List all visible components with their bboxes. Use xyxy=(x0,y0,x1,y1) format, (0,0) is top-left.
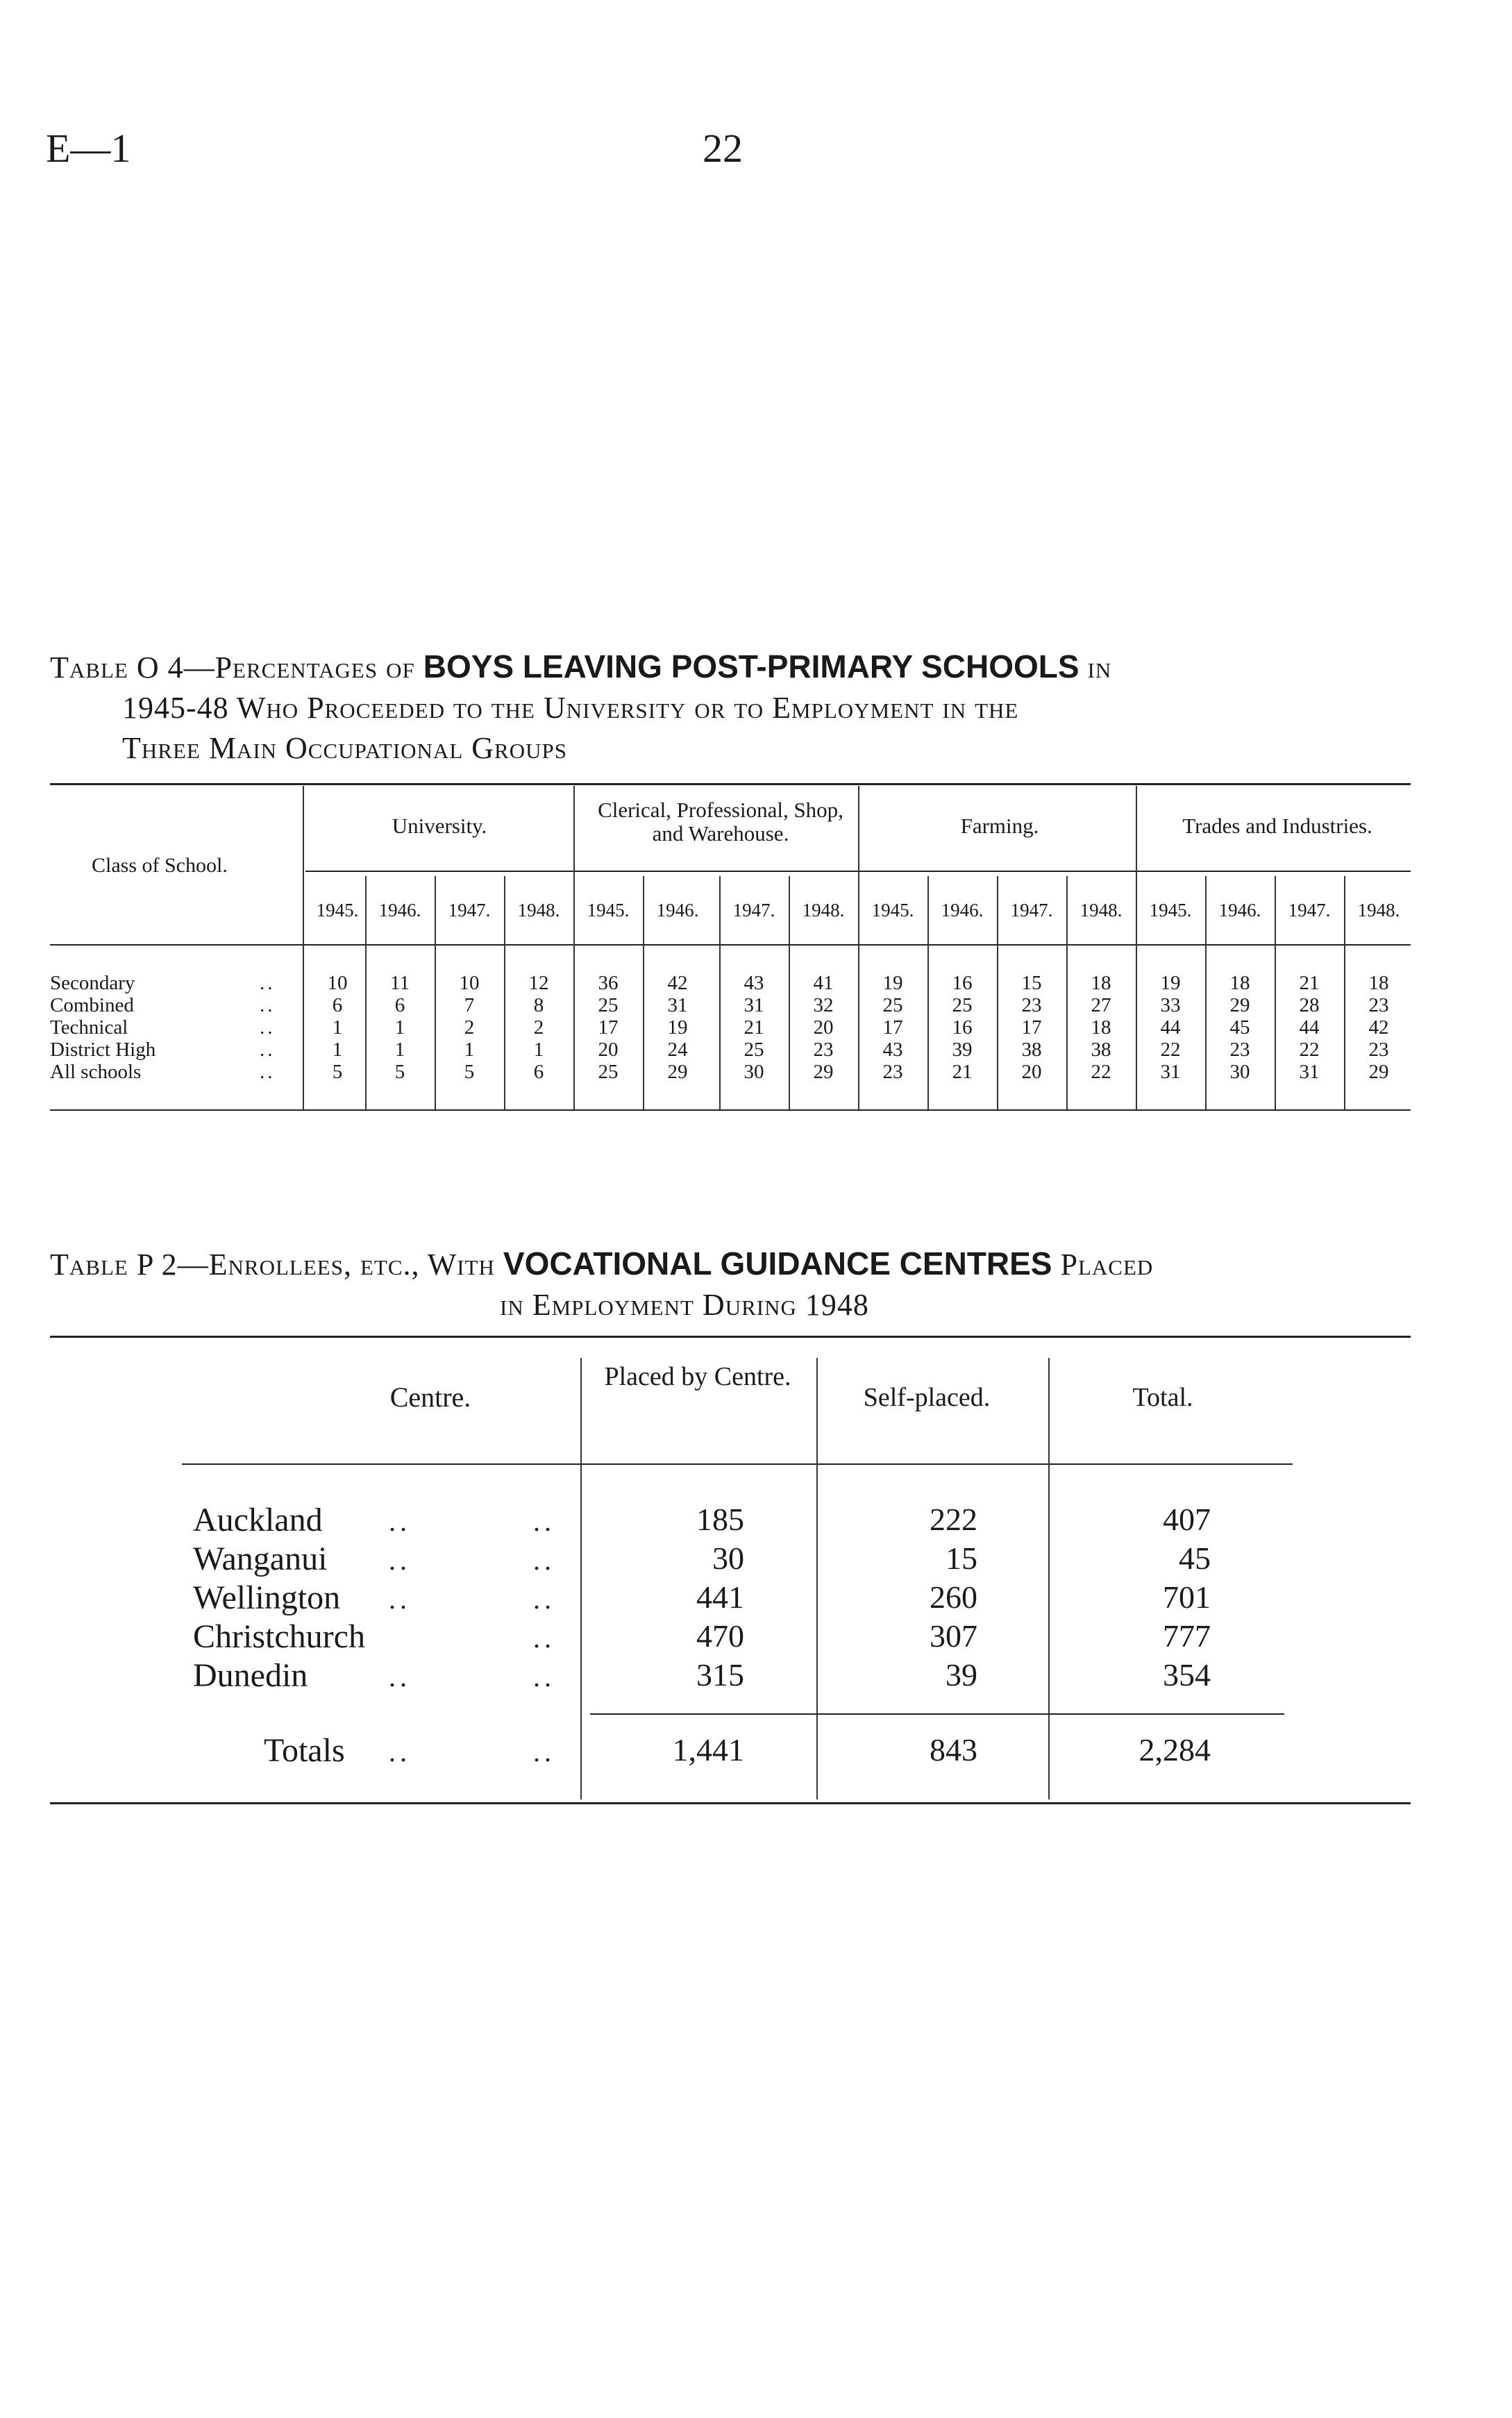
table-cell: 29 xyxy=(813,1061,834,1083)
table-cell: 15 xyxy=(1021,972,1042,994)
group-header-farming: Farming. xyxy=(960,814,1039,838)
table-cell: 38 xyxy=(1021,1039,1042,1061)
table-cell: 29 xyxy=(667,1061,688,1083)
column-divider xyxy=(997,876,998,1109)
year-header: 1945. xyxy=(871,900,914,921)
table-cell: 260 xyxy=(930,1579,977,1615)
table-cell: 1 xyxy=(332,1016,343,1039)
document-code: E—1 xyxy=(46,126,131,171)
table-cell: 28 xyxy=(1299,994,1320,1016)
year-header: 1946. xyxy=(656,900,699,921)
leader-dots: .. xyxy=(389,1736,411,1768)
centre-name: Wellington xyxy=(193,1579,341,1616)
leader-dots: .. xyxy=(533,1506,555,1537)
column-divider xyxy=(504,876,505,1109)
table-p2-bottom-rule xyxy=(50,1802,1411,1804)
table-cell: 32 xyxy=(813,994,834,1016)
column-divider xyxy=(1066,876,1068,1109)
table-cell: 777 xyxy=(1163,1618,1211,1654)
row-label: District High xyxy=(50,1039,156,1061)
p2-header-placed: Placed by Centre. xyxy=(604,1362,791,1391)
column-divider xyxy=(789,876,790,1109)
table-cell: 8 xyxy=(533,994,544,1016)
table-cell: 22 xyxy=(1299,1039,1320,1061)
table-cell: 315 xyxy=(696,1657,744,1693)
table-cell: 17 xyxy=(598,1016,619,1039)
table-cell: 38 xyxy=(1091,1039,1111,1061)
table-cell: 21 xyxy=(744,1016,764,1039)
table-cell: 185 xyxy=(696,1502,744,1537)
table-cell: 6 xyxy=(394,994,405,1016)
table-o4-header-rule xyxy=(50,944,1411,946)
leader-dots: .. xyxy=(389,1584,411,1615)
table-p2-totals-rule xyxy=(590,1713,1284,1715)
column-divider xyxy=(927,876,929,1109)
table-cell: 30 xyxy=(1229,1061,1250,1083)
leader-dots: .. xyxy=(260,1039,276,1061)
table-o4-top-rule xyxy=(50,783,1411,785)
table-cell: 5 xyxy=(464,1061,475,1083)
table-cell: 701 xyxy=(1163,1579,1211,1615)
table-cell: 31 xyxy=(1160,1061,1181,1083)
table-o4-title-line3: Three Main Occupational Groups xyxy=(122,731,567,765)
table-cell: 29 xyxy=(1229,994,1250,1016)
table-cell: 307 xyxy=(930,1618,977,1654)
table-o4-title-line1 xyxy=(50,646,1438,689)
leader-dots: .. xyxy=(260,972,276,994)
table-cell: 23 xyxy=(1368,1039,1389,1061)
column-divider xyxy=(1344,876,1345,1109)
p2-header-centre: Centre. xyxy=(389,1382,471,1413)
centre-name: Christchurch xyxy=(193,1618,365,1655)
totals-label: Totals xyxy=(264,1732,345,1769)
year-header: 1946. xyxy=(1218,900,1261,921)
leader-dots: .. xyxy=(533,1736,555,1768)
column-divider xyxy=(365,876,367,1109)
table-cell: 1 xyxy=(464,1039,475,1061)
table-cell: 25 xyxy=(882,994,903,1016)
table-cell: 19 xyxy=(882,972,903,994)
column-divider xyxy=(1275,876,1276,1109)
row-label: Combined xyxy=(50,994,134,1016)
centre-name: Auckland xyxy=(193,1502,323,1538)
table-cell: 1 xyxy=(394,1016,405,1039)
leader-dots: .. xyxy=(260,1061,276,1083)
table-cell: 12 xyxy=(528,972,549,994)
table-cell: 6 xyxy=(533,1061,544,1083)
table-cell: 41 xyxy=(813,972,834,994)
table-o4-stub-header: Class of School. xyxy=(92,854,228,877)
table-cell: 1 xyxy=(332,1039,343,1061)
table-cell: 5 xyxy=(332,1061,343,1083)
table-p2-title-prefix: Table P 2—Enrollees, etc., With xyxy=(50,1248,495,1282)
table-cell: 43 xyxy=(744,972,764,994)
table-cell: 407 xyxy=(1163,1502,1211,1537)
table-cell: 33 xyxy=(1160,994,1181,1016)
table-cell: 42 xyxy=(1368,1016,1389,1039)
leader-dots: .. xyxy=(533,1622,555,1654)
total-cell: 1,441 xyxy=(672,1732,744,1768)
table-cell: 10 xyxy=(327,972,348,994)
column-divider xyxy=(1136,786,1137,1109)
table-cell: 18 xyxy=(1229,972,1250,994)
table-cell: 31 xyxy=(744,994,764,1016)
year-header: 1948. xyxy=(1357,900,1400,921)
group-header-trades: Trades and Industries. xyxy=(1182,814,1372,838)
table-cell: 18 xyxy=(1091,1016,1111,1039)
centre-name: Dunedin xyxy=(193,1657,308,1694)
table-cell: 39 xyxy=(946,1657,977,1693)
table-cell: 24 xyxy=(667,1039,688,1061)
year-header: 1946. xyxy=(378,900,421,921)
table-cell: 39 xyxy=(952,1039,973,1061)
table-cell: 36 xyxy=(598,972,619,994)
table-cell: 23 xyxy=(1229,1039,1250,1061)
table-cell: 19 xyxy=(1160,972,1181,994)
table-cell: 43 xyxy=(882,1039,903,1061)
table-cell: 30 xyxy=(744,1061,764,1083)
table-cell: 2 xyxy=(533,1016,544,1039)
leader-dots: .. xyxy=(389,1506,411,1537)
table-cell: 18 xyxy=(1368,972,1389,994)
table-cell: 25 xyxy=(744,1039,764,1061)
table-cell: 45 xyxy=(1179,1540,1211,1576)
table-cell: 5 xyxy=(394,1061,405,1083)
table-cell: 45 xyxy=(1229,1016,1250,1039)
column-divider xyxy=(435,876,436,1109)
year-header: 1948. xyxy=(517,900,560,921)
table-cell: 10 xyxy=(459,972,480,994)
centre-name: Wanganui xyxy=(193,1540,328,1577)
table-p2-top-rule xyxy=(50,1336,1411,1338)
leader-dots: .. xyxy=(260,994,276,1016)
year-header: 1947. xyxy=(1010,900,1053,921)
table-cell: 19 xyxy=(667,1016,688,1039)
year-header: 1946. xyxy=(941,900,984,921)
table-cell: 15 xyxy=(946,1540,977,1576)
column-divider xyxy=(858,786,859,1109)
table-cell: 25 xyxy=(598,1061,619,1083)
table-o4-title-line2: 1945-48 Who Proceeded to the University or to Employment in the xyxy=(122,691,1019,725)
leader-dots: .. xyxy=(389,1545,411,1576)
table-cell: 25 xyxy=(952,994,973,1016)
table-cell: 441 xyxy=(696,1579,744,1615)
table-cell: 17 xyxy=(1021,1016,1042,1039)
p2-header-self: Self-placed. xyxy=(863,1383,991,1412)
group-header-university: University. xyxy=(392,814,487,838)
table-cell: 42 xyxy=(667,972,688,994)
column-divider xyxy=(303,786,304,1109)
table-cell: 44 xyxy=(1299,1016,1320,1039)
page-number: 22 xyxy=(703,126,743,171)
year-header: 1945. xyxy=(587,900,630,921)
table-cell: 31 xyxy=(1299,1061,1320,1083)
table-cell: 27 xyxy=(1091,994,1111,1016)
year-header: 1948. xyxy=(1080,900,1123,921)
table-o4-title-prefix: Table O 4—Percentages of xyxy=(50,650,415,685)
table-cell: 20 xyxy=(1021,1061,1042,1083)
table-cell: 23 xyxy=(1021,994,1042,1016)
table-cell: 30 xyxy=(712,1540,744,1576)
table-cell: 23 xyxy=(882,1061,903,1083)
year-header: 1948. xyxy=(802,900,845,921)
table-cell: 470 xyxy=(696,1618,744,1654)
year-header: 1945. xyxy=(1149,900,1192,921)
table-cell: 17 xyxy=(882,1016,903,1039)
table-cell: 20 xyxy=(598,1039,619,1061)
table-cell: 222 xyxy=(930,1502,977,1537)
table-cell: 22 xyxy=(1160,1039,1181,1061)
leader-dots: .. xyxy=(533,1661,555,1693)
table-cell: 21 xyxy=(1299,972,1320,994)
table-p2-title-line1 xyxy=(50,1243,1480,1286)
table-cell: 23 xyxy=(1368,994,1389,1016)
leader-dots: .. xyxy=(533,1545,555,1576)
table-cell: 44 xyxy=(1160,1016,1181,1039)
table-p2-title-suffix: Placed xyxy=(1060,1248,1154,1282)
total-cell: 843 xyxy=(930,1732,977,1768)
table-cell: 1 xyxy=(533,1039,544,1061)
row-label: Secondary xyxy=(50,972,135,994)
table-o4-title-bold: BOYS LEAVING POST-PRIMARY SCHOOLS xyxy=(423,648,1080,685)
group-header-clerical: Clerical, Professional, Shop, and Warehouse. xyxy=(598,798,843,846)
table-cell: 6 xyxy=(332,994,343,1016)
leader-dots: .. xyxy=(389,1661,411,1693)
p2-header-total: Total. xyxy=(1132,1383,1193,1412)
table-cell: 22 xyxy=(1091,1061,1111,1083)
column-divider xyxy=(1205,876,1207,1109)
table-cell: 16 xyxy=(952,972,973,994)
table-p2-header-rule xyxy=(182,1463,1293,1465)
table-cell: 16 xyxy=(952,1016,973,1039)
total-cell: 2,284 xyxy=(1139,1732,1211,1768)
row-label: Technical xyxy=(50,1016,128,1039)
column-divider xyxy=(643,876,644,1109)
table-cell: 25 xyxy=(598,994,619,1016)
table-cell: 1 xyxy=(394,1039,405,1061)
year-header: 1947. xyxy=(732,900,775,921)
year-header: 1947. xyxy=(1288,900,1331,921)
table-cell: 18 xyxy=(1091,972,1111,994)
row-label: All schools xyxy=(50,1061,142,1083)
leader-dots: .. xyxy=(533,1584,555,1615)
table-o4-title-suffix: in xyxy=(1087,650,1112,685)
table-p2-title-line2: in Employment During 1948 xyxy=(500,1288,869,1322)
table-cell: 7 xyxy=(464,994,475,1016)
leader-dots: .. xyxy=(260,1016,276,1039)
table-cell: 23 xyxy=(813,1039,834,1061)
column-divider xyxy=(719,876,721,1109)
table-cell: 29 xyxy=(1368,1061,1389,1083)
year-header: 1945. xyxy=(316,900,359,921)
table-cell: 21 xyxy=(952,1061,973,1083)
table-p2-title-bold: VOCATIONAL GUIDANCE CENTRES xyxy=(503,1245,1052,1282)
year-header: 1947. xyxy=(448,900,491,921)
table-cell: 11 xyxy=(390,972,410,994)
column-divider xyxy=(573,786,575,1109)
table-cell: 31 xyxy=(667,994,688,1016)
table-o4-bottom-rule xyxy=(50,1109,1411,1111)
table-cell: 2 xyxy=(464,1016,475,1039)
table-cell: 20 xyxy=(813,1016,834,1039)
table-cell: 354 xyxy=(1163,1657,1211,1693)
